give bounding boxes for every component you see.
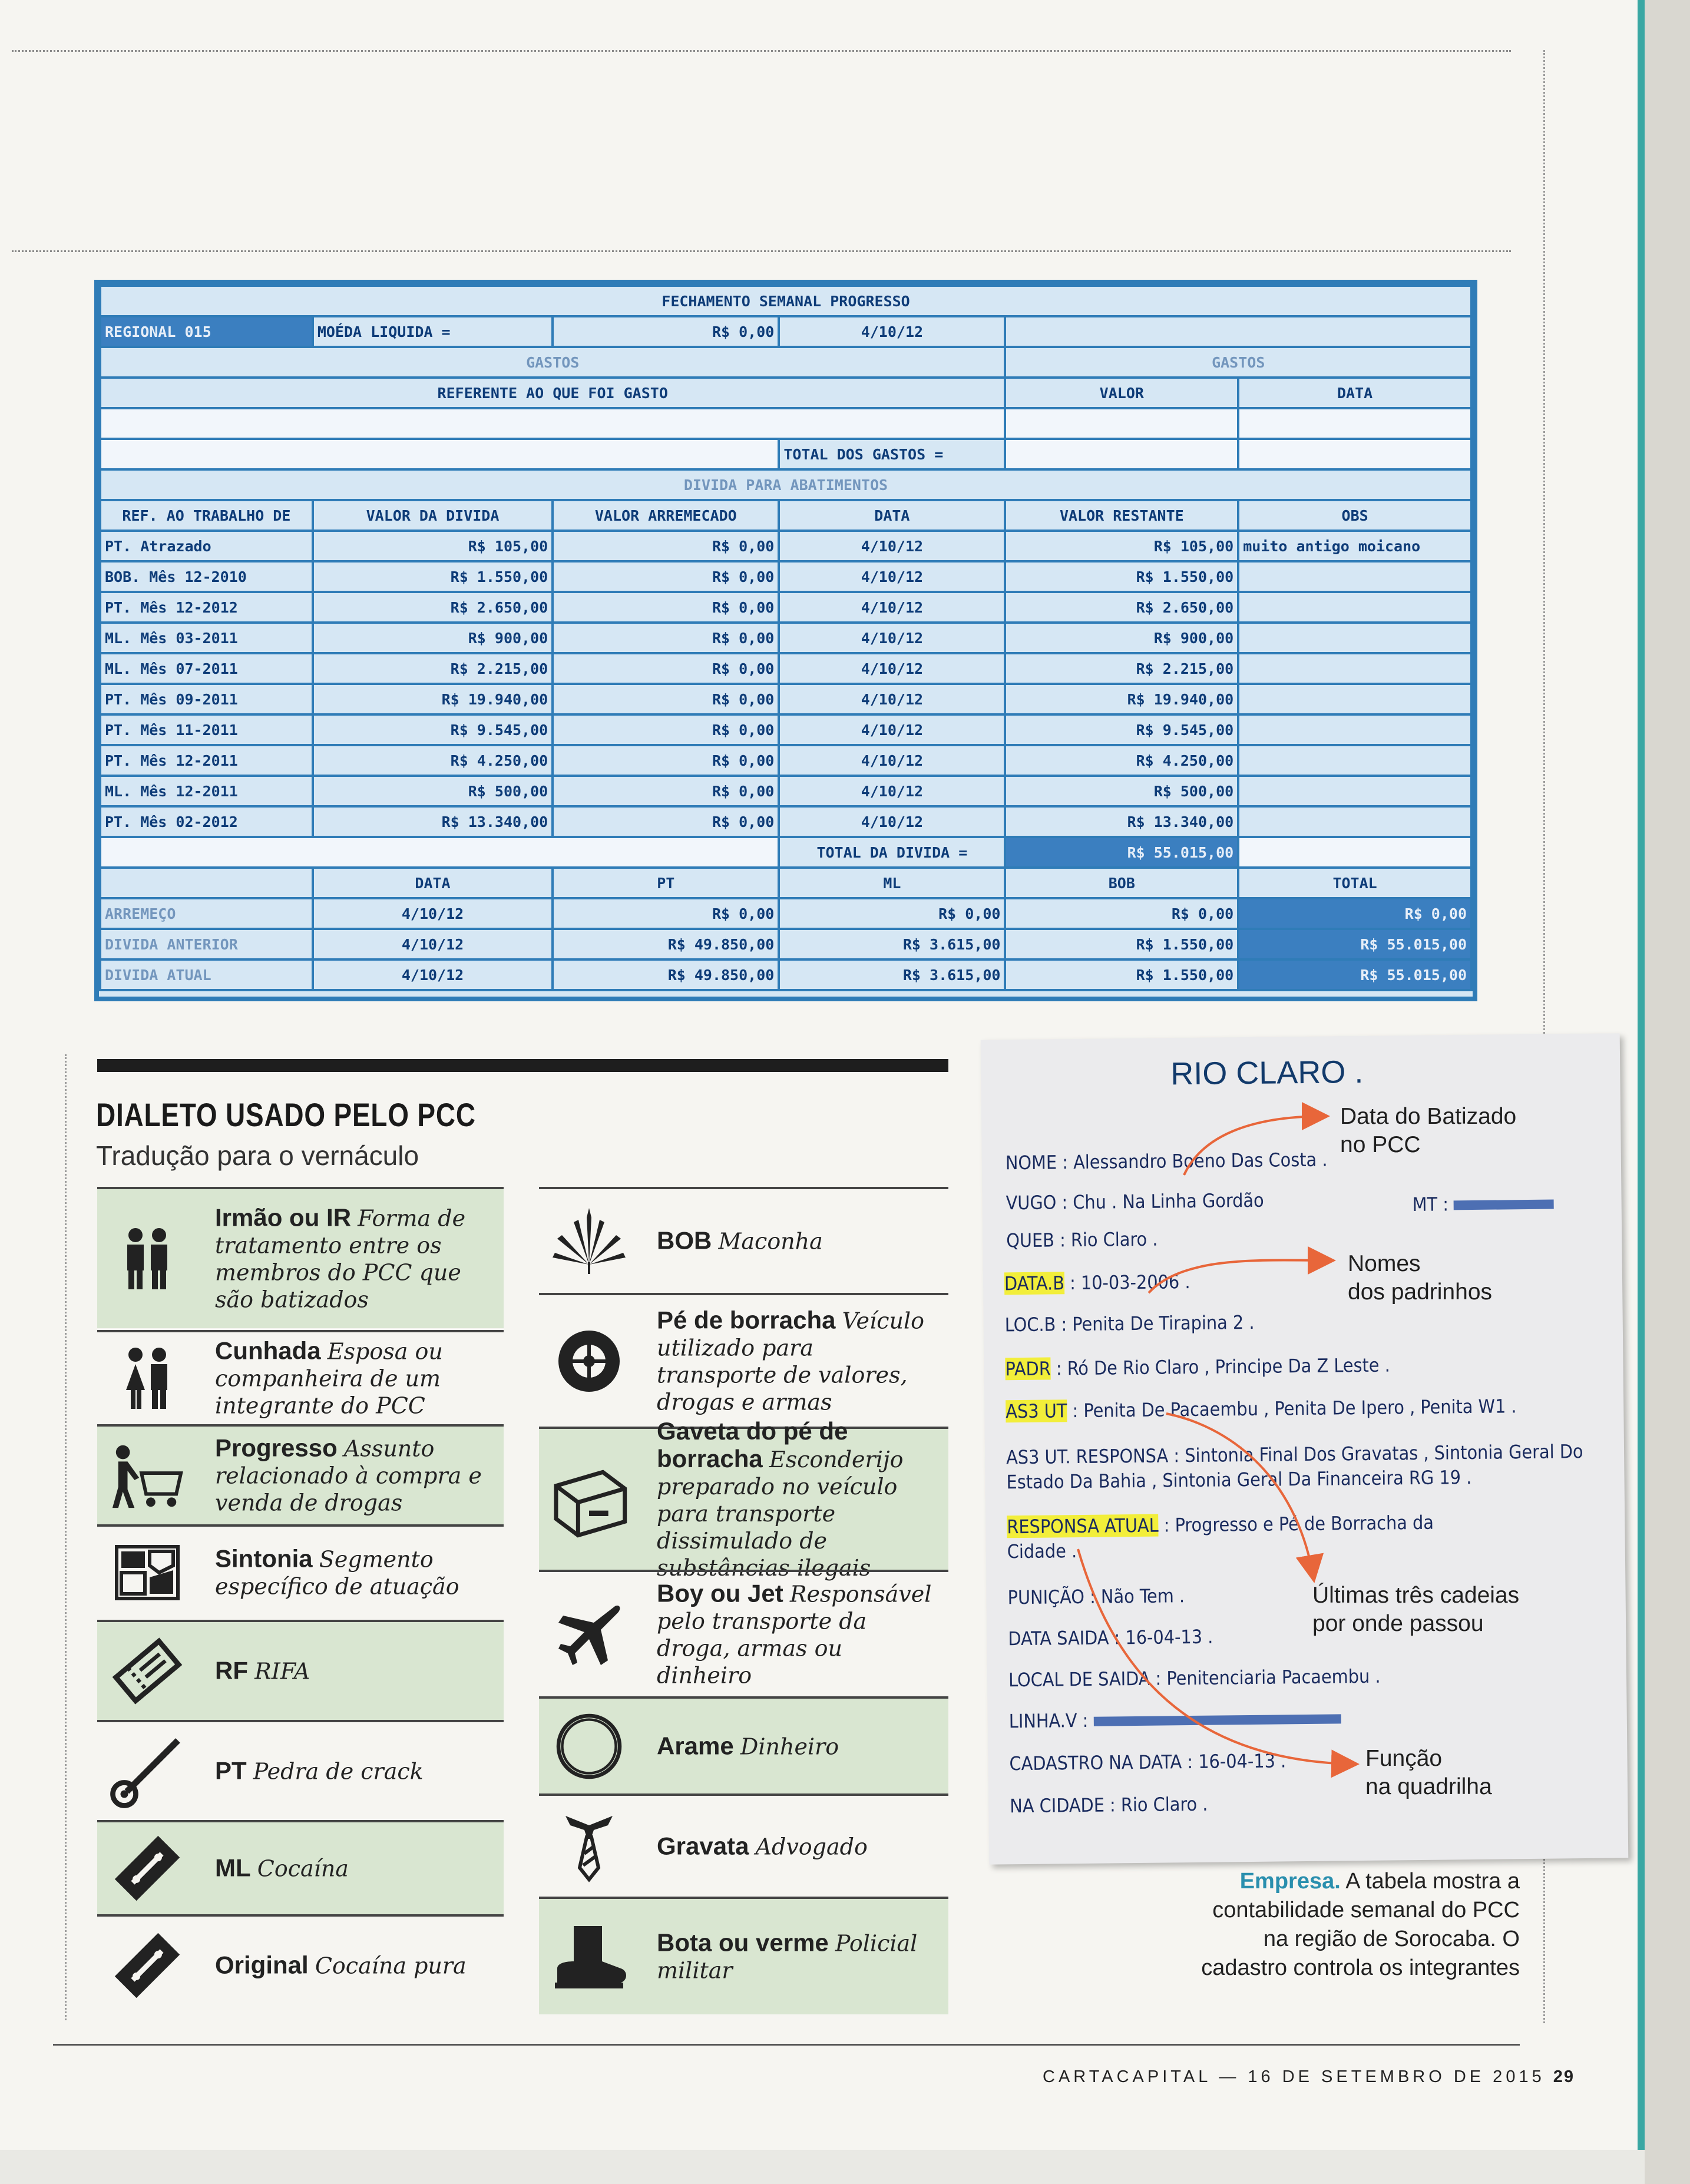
glossary-term: RF [215, 1656, 248, 1685]
glossary-term: ML [215, 1854, 251, 1882]
data-cell: 4/10/12 [779, 592, 1005, 623]
summary-pt: R$ 49.850,00 [553, 929, 779, 959]
page-number: 29 [1553, 2067, 1575, 2086]
column-header: VALOR DA DIVIDA [313, 500, 553, 531]
note-padrinhos-line1: Nomes [1348, 1251, 1421, 1276]
ref-cell: ML. Mês 12-2011 [100, 776, 313, 806]
field-data-saida: DATA SAIDA : 16-04-13 . [1008, 1625, 1213, 1650]
total-divida-label: TOTAL DA DIVIDA = [779, 837, 1005, 868]
divida-header: DIVIDA PARA ABATIMENTOS [100, 469, 1471, 500]
glossary-definition: Dinheiro [740, 1733, 839, 1759]
summary-ml: R$ 0,00 [779, 898, 1005, 929]
summary-total: R$ 55.015,00 [1238, 959, 1471, 990]
glossary-definition: Advogado [755, 1834, 868, 1859]
note-batizado [1340, 1103, 1516, 1159]
restante-cell: R$ 2.650,00 [1005, 592, 1238, 623]
glossary-definition: Maconha [718, 1228, 823, 1255]
responsa-atual-value: : Progresso e Pé de Borracha da [1158, 1511, 1434, 1537]
datab-value: : 10-03-2006 . [1064, 1270, 1190, 1295]
data-cell: 4/10/12 [779, 623, 1005, 653]
caption-lead: Empresa. [1239, 1869, 1341, 1894]
glossary-definition: Veículo utilizado para transporte de valores, drogas e armas [657, 1308, 924, 1415]
restante-cell: R$ 13.340,00 [1005, 806, 1238, 837]
arremecado-cell: R$ 0,00 [553, 561, 779, 592]
glossary-definition: Responsável pelo transporte da droga, armas ou dinheiro [657, 1581, 932, 1688]
dialeto-subtitle: Tradução para o vernáculo [96, 1140, 419, 1171]
note-funcao [1365, 1745, 1492, 1801]
note-cadeias-line1: Últimas três cadeias [1312, 1583, 1520, 1608]
ref-cell: PT. Mês 02-2012 [100, 806, 313, 837]
field-local-saida: LOCAL DE SAIDA : Penitenciaria Pacaembu . [1008, 1665, 1381, 1692]
ref-cell: BOB. Mês 12-2010 [100, 561, 313, 592]
valor-divida-cell: R$ 9.545,00 [313, 714, 553, 745]
glossary-term: Gravata [657, 1832, 749, 1859]
restante-cell: R$ 1.550,00 [1005, 561, 1238, 592]
summary-bob: R$ 1.550,00 [1005, 929, 1238, 959]
data-cell: 4/10/12 [779, 531, 1005, 561]
sheet-title: FECHAMENTO SEMANAL PROGRESSO [100, 286, 1471, 316]
summary-label: DIVIDA ATUAL [100, 959, 313, 990]
valor-divida-cell: R$ 13.340,00 [313, 806, 553, 837]
arrow-batizado [1184, 1116, 1325, 1175]
summary-date: 4/10/12 [313, 959, 553, 990]
field-punicao: PUNIÇÃO : Não Tem . [1007, 1584, 1185, 1609]
glossary-definition: Forma de tratamento entre os membros do PCC que são batizados [215, 1205, 466, 1313]
glossary-definition: Cocaína [257, 1855, 349, 1882]
glossary-term: Pé de borracha [657, 1306, 836, 1333]
summary-total: R$ 55.015,00 [1238, 929, 1471, 959]
note-funcao-line1: Função [1365, 1746, 1443, 1771]
note-cadeias [1312, 1581, 1519, 1638]
note-cadeias-line2: por onde passou [1312, 1611, 1484, 1636]
summary-ml: R$ 3.615,00 [779, 929, 1005, 959]
ref-cell: PT. Mês 09-2011 [100, 684, 313, 714]
data-cell: 4/10/12 [779, 684, 1005, 714]
field-na-cidade: NA CIDADE : Rio Claro . [1010, 1792, 1208, 1818]
footer-date: — 16 DE SETEMBRO DE 2015 [1219, 2067, 1545, 2086]
note-batizado-line1: Data do Batizado [1340, 1104, 1517, 1129]
valor-divida-cell: R$ 1.550,00 [313, 561, 553, 592]
regional-label: REGIONAL 015 [100, 316, 313, 347]
obs-cell: muito antigo moicano [1238, 531, 1471, 561]
dialeto-title: DIALETO USADO PELO PCC [96, 1096, 476, 1133]
moeda-value: R$ 0,00 [553, 316, 779, 347]
glossary-term: Original [215, 1951, 309, 1979]
column-header: VALOR RESTANTE [1005, 500, 1238, 531]
highlight-padr: PADR [1005, 1357, 1051, 1381]
glossary-term: Gaveta do pé de borracha [657, 1417, 848, 1472]
column-header: VALOR ARREMECADO [553, 500, 779, 531]
note-funcao-line2: na quadrilha [1365, 1774, 1492, 1799]
caption-text: A tabela mostra a contabilidade semanal do PCC na região de Sorocaba. O cadastro controla os integrantes [1201, 1869, 1520, 1980]
ref-cell: ML. Mês 07-2011 [100, 653, 313, 684]
summary-ml: R$ 3.615,00 [779, 959, 1005, 990]
restante-cell: R$ 9.545,00 [1005, 714, 1238, 745]
valor-divida-cell: R$ 500,00 [313, 776, 553, 806]
field-as3-responsa-cont: Estado Da Bahia , Sintonia Geral Da Financeira RG 19 . [1006, 1466, 1472, 1494]
record-title: RIO CLARO . [1170, 1054, 1364, 1092]
glossary-definition: Esposa ou companheira de um integrante do PCC [215, 1338, 443, 1419]
highlight-datab: DATA.B [1004, 1272, 1065, 1295]
data-cell: 4/10/12 [779, 653, 1005, 684]
glossary-definition: Assunto relacionado à compra e venda de drogas [215, 1435, 482, 1516]
data-cell: 4/10/12 [779, 745, 1005, 776]
glossary-term: Bota ou verme [657, 1928, 829, 1957]
field-queb: QUEB : Rio Claro . [1006, 1227, 1158, 1252]
glossary-definition: Esconderijo preparado no veículo para transporte dissimulado de substâncias ilegais [657, 1446, 904, 1581]
data-header: DATA [1238, 378, 1471, 408]
moeda-label: MOÉDA LIQUIDA = [313, 316, 553, 347]
valor-header: VALOR [1005, 378, 1238, 408]
summary-bob: R$ 0,00 [1005, 898, 1238, 929]
arremecado-cell: R$ 0,00 [553, 684, 779, 714]
restante-cell: R$ 500,00 [1005, 776, 1238, 806]
arremecado-cell: R$ 0,00 [553, 714, 779, 745]
valor-divida-cell: R$ 105,00 [313, 531, 553, 561]
field-responsa-atual-cont: Cidade . [1007, 1540, 1077, 1563]
glossary-term: Progresso [215, 1434, 338, 1462]
note-padrinhos [1348, 1250, 1492, 1306]
field-mt-label: MT : [1412, 1193, 1449, 1216]
as3ut-value: : Penita De Pacaembu , Penita De Ipero , Penita W1 . [1067, 1395, 1517, 1422]
restante-cell: R$ 900,00 [1005, 623, 1238, 653]
valor-divida-cell: R$ 19.940,00 [313, 684, 553, 714]
summary-total: R$ 0,00 [1238, 898, 1471, 929]
summary-header: ML [779, 868, 1005, 898]
arremecado-cell: R$ 0,00 [553, 745, 779, 776]
column-header: OBS [1238, 500, 1471, 531]
valor-divida-cell: R$ 2.215,00 [313, 653, 553, 684]
restante-cell: R$ 4.250,00 [1005, 745, 1238, 776]
photo-caption [1196, 1867, 1520, 1983]
summary-pt: R$ 0,00 [553, 898, 779, 929]
field-as3-responsa: AS3 UT. RESPONSA : Sintonia Final Dos Gravatas , Sintonia Geral Do [1006, 1440, 1583, 1469]
arremecado-cell: R$ 0,00 [553, 806, 779, 837]
glossary-term: PT [215, 1756, 247, 1785]
glossary-definition: RIFA [254, 1658, 310, 1685]
gastos-header-left: GASTOS [100, 347, 1005, 378]
glossary-term: Sintonia [215, 1544, 313, 1573]
ref-cell: PT. Atrazado [100, 531, 313, 561]
gastos-header-right: GASTOS [1005, 347, 1471, 378]
glossary-definition: Cocaína pura [315, 1953, 467, 1979]
moeda-date: 4/10/12 [779, 316, 1005, 347]
padr-value: : Ró De Rio Claro , Principe Da Z Leste . [1050, 1354, 1390, 1380]
summary-header: PT [553, 868, 779, 898]
note-batizado-line2: no PCC [1340, 1132, 1421, 1157]
field-vugo: VUGO : Chu . Na Linha Gordão [1006, 1189, 1264, 1215]
page-footer [1043, 2067, 1575, 2087]
column-header: DATA [779, 500, 1005, 531]
footer-rule [53, 2044, 1520, 2046]
glossary-term: BOB [657, 1226, 712, 1255]
summary-header: DATA [313, 868, 553, 898]
summary-pt: R$ 49.850,00 [553, 959, 779, 990]
glossary-definition: Segmento específico de atuação [215, 1546, 459, 1600]
arrow-padrinhos [1149, 1260, 1331, 1293]
glossary-term: Irmão ou IR [215, 1203, 352, 1232]
restante-cell: R$ 19.940,00 [1005, 684, 1238, 714]
glossary-term: Arame [657, 1732, 734, 1759]
data-cell: 4/10/12 [779, 561, 1005, 592]
highlight-as3ut: AS3 UT [1006, 1399, 1067, 1423]
glossary-definition: Policial militar [657, 1930, 918, 1984]
valor-divida-cell: R$ 4.250,00 [313, 745, 553, 776]
data-cell: 4/10/12 [779, 806, 1005, 837]
note-padrinhos-line2: dos padrinhos [1348, 1279, 1493, 1305]
total-divida-value: R$ 55.015,00 [1005, 837, 1238, 868]
highlight-responsa-atual: RESPONSA ATUAL [1007, 1514, 1159, 1538]
arremecado-cell: R$ 0,00 [553, 776, 779, 806]
column-header: REF. AO TRABALHO DE [100, 500, 313, 531]
field-nome: NOME : Alessandro Boeno Das Costa . [1005, 1148, 1328, 1174]
referente-header: REFERENTE AO QUE FOI GASTO [100, 378, 1005, 408]
glossary-definition: Pedra de crack [253, 1758, 424, 1785]
restante-cell: R$ 2.215,00 [1005, 653, 1238, 684]
summary-header: BOB [1005, 868, 1238, 898]
ref-cell: PT. Mês 12-2012 [100, 592, 313, 623]
valor-divida-cell: R$ 2.650,00 [313, 592, 553, 623]
summary-label: DIVIDA ANTERIOR [100, 929, 313, 959]
ref-cell: ML. Mês 03-2011 [100, 623, 313, 653]
arremecado-cell: R$ 0,00 [553, 653, 779, 684]
summary-label: ARREMEÇO [100, 898, 313, 929]
linha-v-label: LINHA.V : [1008, 1709, 1089, 1733]
arremecado-cell: R$ 0,00 [553, 623, 779, 653]
arrow-cadeias [1166, 1414, 1314, 1579]
field-cadastro-data: CADASTRO NA DATA : 16-04-13 . [1009, 1749, 1286, 1775]
footer-magazine: CARTACAPITAL [1043, 2067, 1211, 2086]
restante-cell: R$ 105,00 [1005, 531, 1238, 561]
data-cell: 4/10/12 [779, 714, 1005, 745]
ref-cell: PT. Mês 11-2011 [100, 714, 313, 745]
total-gastos-label: TOTAL DOS GASTOS = [779, 439, 1005, 469]
field-locb: LOC.B : Penita De Tirapina 2 . [1004, 1311, 1255, 1336]
glossary-term: Cunhada [215, 1336, 321, 1365]
summary-header: TOTAL [1238, 868, 1471, 898]
data-cell: 4/10/12 [779, 776, 1005, 806]
summary-date: 4/10/12 [313, 929, 553, 959]
ref-cell: PT. Mês 12-2011 [100, 745, 313, 776]
valor-divida-cell: R$ 900,00 [313, 623, 553, 653]
summary-date: 4/10/12 [313, 898, 553, 929]
glossary-term: Boy ou Jet [657, 1579, 783, 1607]
arremecado-cell: R$ 0,00 [553, 592, 779, 623]
summary-bob: R$ 1.550,00 [1005, 959, 1238, 990]
arremecado-cell: R$ 0,00 [553, 531, 779, 561]
